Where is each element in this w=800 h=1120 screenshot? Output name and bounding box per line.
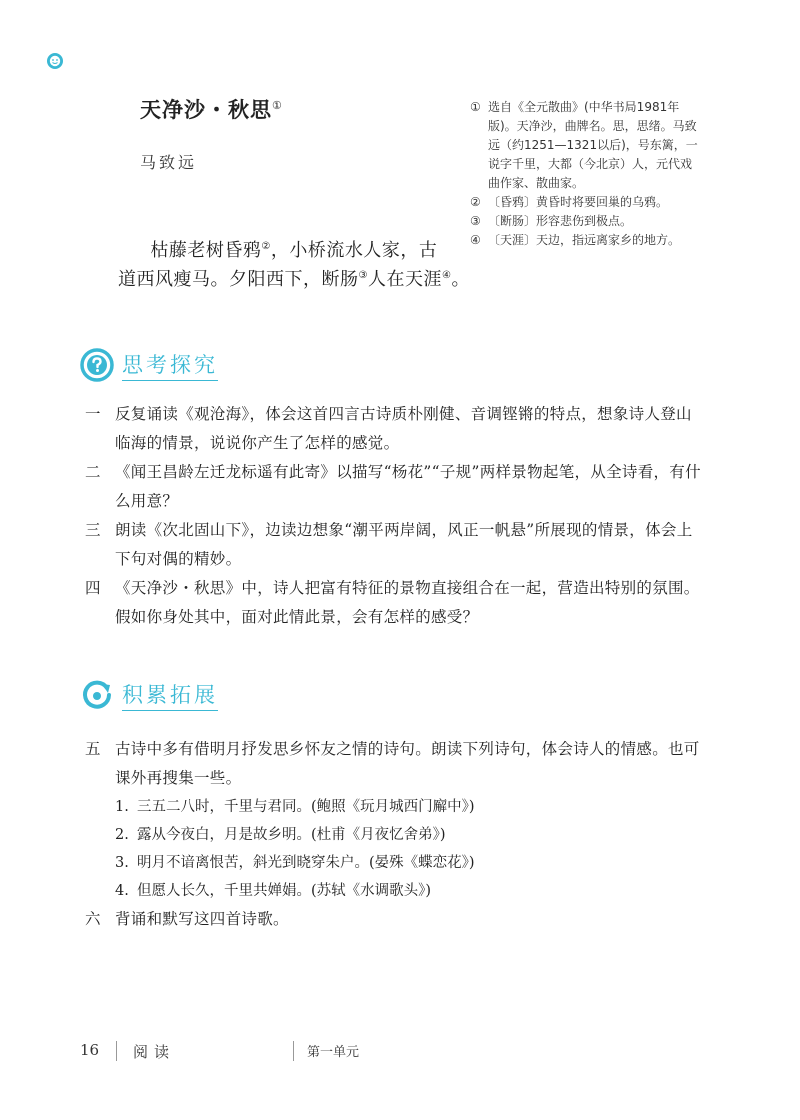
footer-unit: 第一单元 [307,1045,360,1060]
footer-divider [116,1041,117,1061]
poem-line-1: 枯藤老树昏鸦②，小桥流水人家，古 [150,240,438,261]
section-header-extension [80,678,218,712]
footnote: ① 选自《全元散曲》(中华书局1981年版)。天净沙，曲牌名。思，思绪。马致远（约1251—1321以后)，号东篱，一说字千里，大都（今北京）人，元代戏曲作家、散曲家。 [470,100,698,190]
poem-quote-item: 3. 明月不谙离恨苦，斜光到晓穿朱户。(晏殊《蝶恋花》) [115,855,475,871]
extension-list [85,735,705,934]
question-item: 四 《天净沙・秋思》中，诗人把富有特征的景物直接组合在一起，营造出特别的氛围。假如你身处其中，面对此情此景，会有怎样的感受？ [85,579,700,626]
question-item: 六 背诵和默写这四首诗歌。 [85,910,289,928]
question-icon [80,348,114,382]
footer-divider [293,1041,294,1061]
refresh-arrow-icon [80,678,114,712]
section-title: 思考探究 [122,349,218,381]
question-item: 一 反复诵读《观沧海》，体会这首四言古诗质朴刚健、音调铿锵的特点，想象诗人登山临海的情景，说说你产生了怎样的感觉。 [85,405,692,452]
section-header-thinking [80,348,218,382]
footnote: ② 〔昏鸦〕黄昏时将要回巢的乌鸦。 [470,195,669,209]
footer-section: 阅读 [133,1043,176,1061]
section-title: 积累拓展 [122,679,218,711]
poem-quote-list [115,793,705,905]
footnotes [470,98,700,250]
poem-author: 马致远 [140,153,198,172]
poem-quote-item: 4. 但愿人长久，千里共婵娟。(苏轼《水调歌头》) [115,883,432,899]
question-list [85,400,705,632]
page-number: 16 [80,1041,100,1059]
question-item: 三 朗读《次北固山下》，边读边想象“潮平两岸阔，风正一帆悬”所展现的情景，体会上下句对偶的精妙。 [85,521,693,568]
question-item: 二 《闻王昌龄左迁龙标遥有此寄》以描写“杨花”“子规”两样景物起笔，从全诗看，有什么用意？ [85,463,701,510]
poem-quote-item: 2. 露从今夜白，月是故乡明。(杜甫《月夜忆舍弟》) [115,827,446,843]
poem-line-2: 道西风瘦马。夕阳西下，断肠③人在天涯④。 [118,269,470,290]
title-footnote-mark: ① [272,99,283,112]
question-item: 五 古诗中多有借明月抒发思乡怀友之情的诗句。朗读下列诗句，体会诗人的情感。也可课外再搜集一些。 [85,740,700,787]
poem-title: 天净沙・秋思① [140,97,283,122]
footnote: ④ 〔天涯〕天边，指远离家乡的地方。 [470,233,681,247]
footnote: ③ 〔断肠〕形容悲伤到极点。 [470,214,633,228]
poem-quote-item: 1. 三五二八时，千里与君同。(鲍照《玩月城西门廨中》) [115,799,475,815]
smiley-icon [46,52,64,70]
